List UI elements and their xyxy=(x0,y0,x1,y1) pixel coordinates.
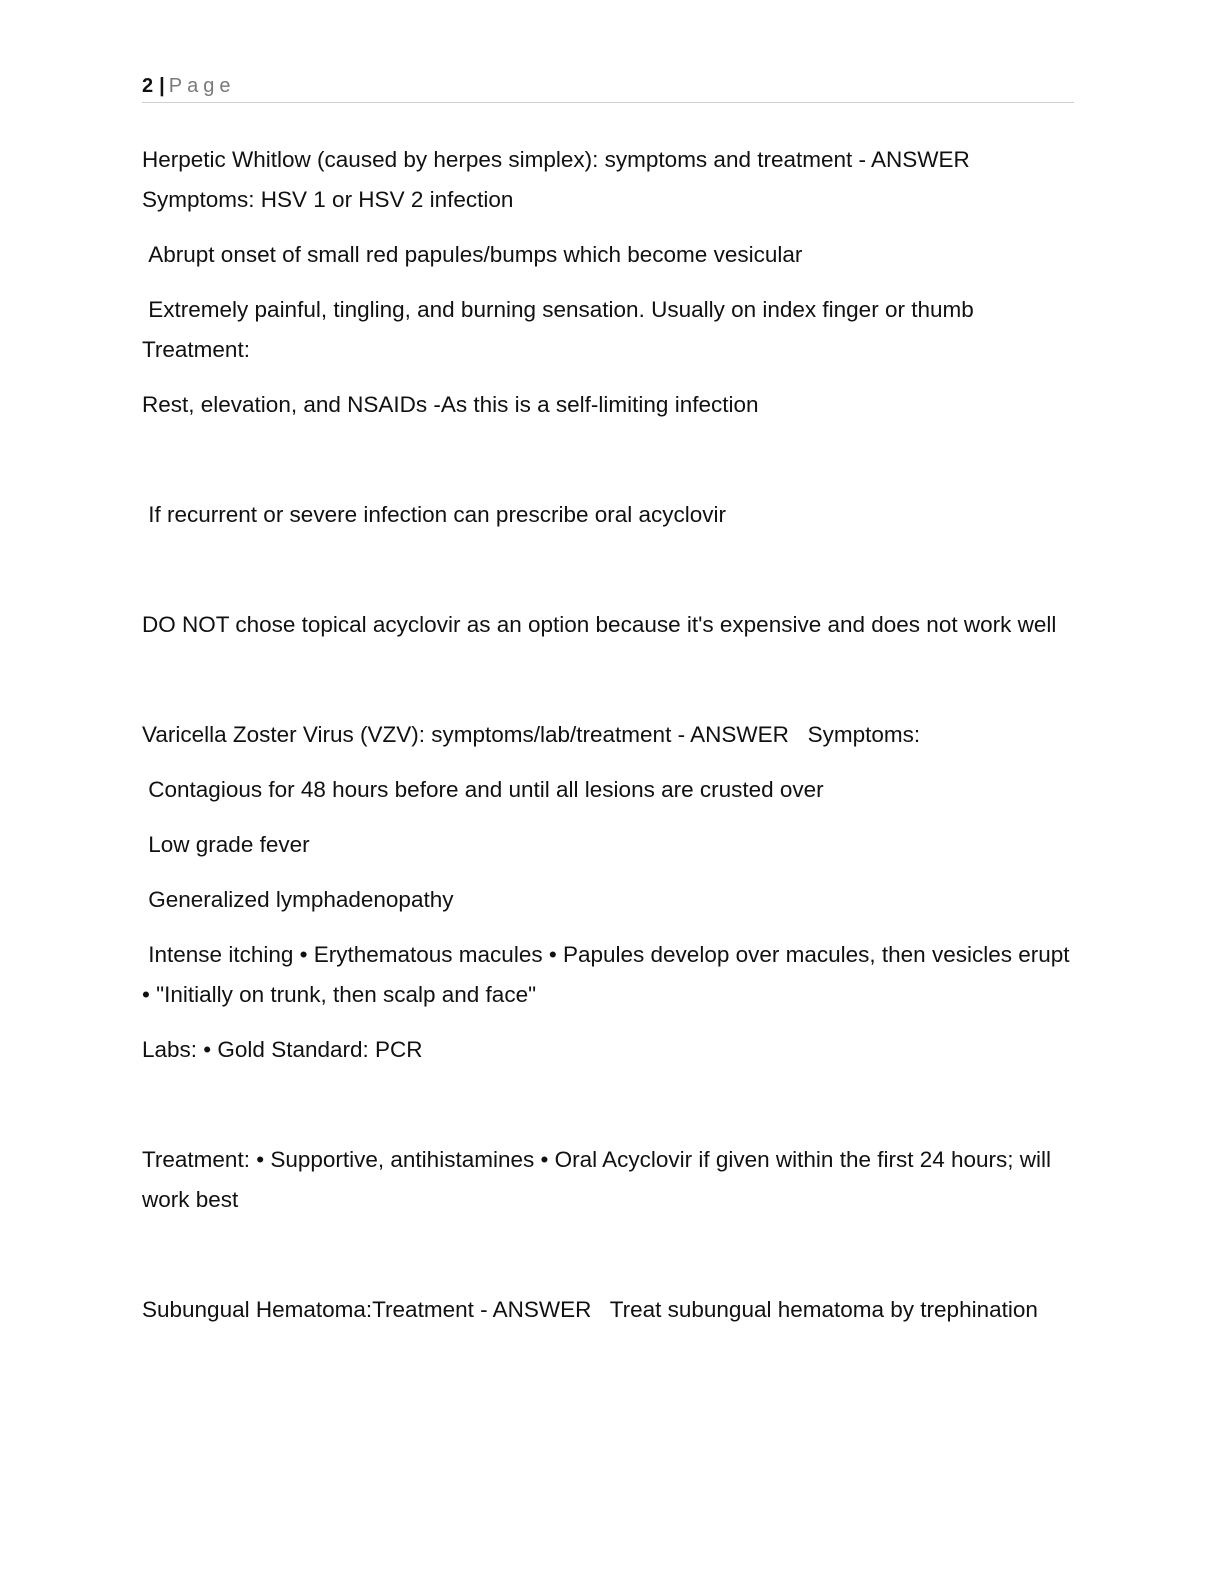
paragraph-abrupt-onset: Abrupt onset of small red papules/bumps which become vesicular xyxy=(142,242,803,267)
page-header xyxy=(142,72,1074,103)
herpetic-whitlow-heading: Herpetic Whitlow (caused by herpes simplex): symptoms and treatment - ANSWER Symptoms: HSV 1 or HSV 2 infection xyxy=(142,147,989,212)
paragraph-rest-elevation: Rest, elevation, and NSAIDs -As this is a self-limiting infection xyxy=(142,392,759,417)
paragraph-lymphadenopathy: Generalized lymphadenopathy xyxy=(142,887,454,912)
subungual-hematoma-heading: Subungual Hematoma:Treatment - ANSWER Treat subungual hematoma by trephination xyxy=(142,1297,1038,1322)
page-separator: | xyxy=(159,75,165,97)
page-number: 2 xyxy=(142,75,154,97)
paragraph-recurrent-infection: If recurrent or severe infection can prescribe oral acyclovir xyxy=(142,502,727,527)
paragraph-intense-itching: Intense itching • Erythematous macules • Papules develop over macules, then vesicles erupt • "Initially on trunk, then scalp and face" xyxy=(142,942,1076,1007)
paragraph-low-grade-fever: Low grade fever xyxy=(142,832,310,857)
varicella-zoster-heading: Varicella Zoster Virus (VZV): symptoms/lab/treatment - ANSWER Symptoms: xyxy=(142,722,921,747)
paragraph-labs: Labs: • Gold Standard: PCR xyxy=(142,1037,423,1062)
paragraph-extremely-painful: Extremely painful, tingling, and burning sensation. Usually on index finger or thumb Treatment: xyxy=(142,297,980,362)
paragraph-topical-acyclovir: DO NOT chose topical acyclovir as an option because it's expensive and does not work well xyxy=(142,612,1057,637)
paragraph-contagious: Contagious for 48 hours before and until all lesions are crusted over xyxy=(142,777,824,802)
paragraph-treatment: Treatment: • Supportive, antihistamines • Oral Acyclovir if given within the first 24 hours; will work best xyxy=(142,1147,1058,1212)
document-body xyxy=(142,140,1078,1330)
page-label: Page xyxy=(168,75,236,97)
